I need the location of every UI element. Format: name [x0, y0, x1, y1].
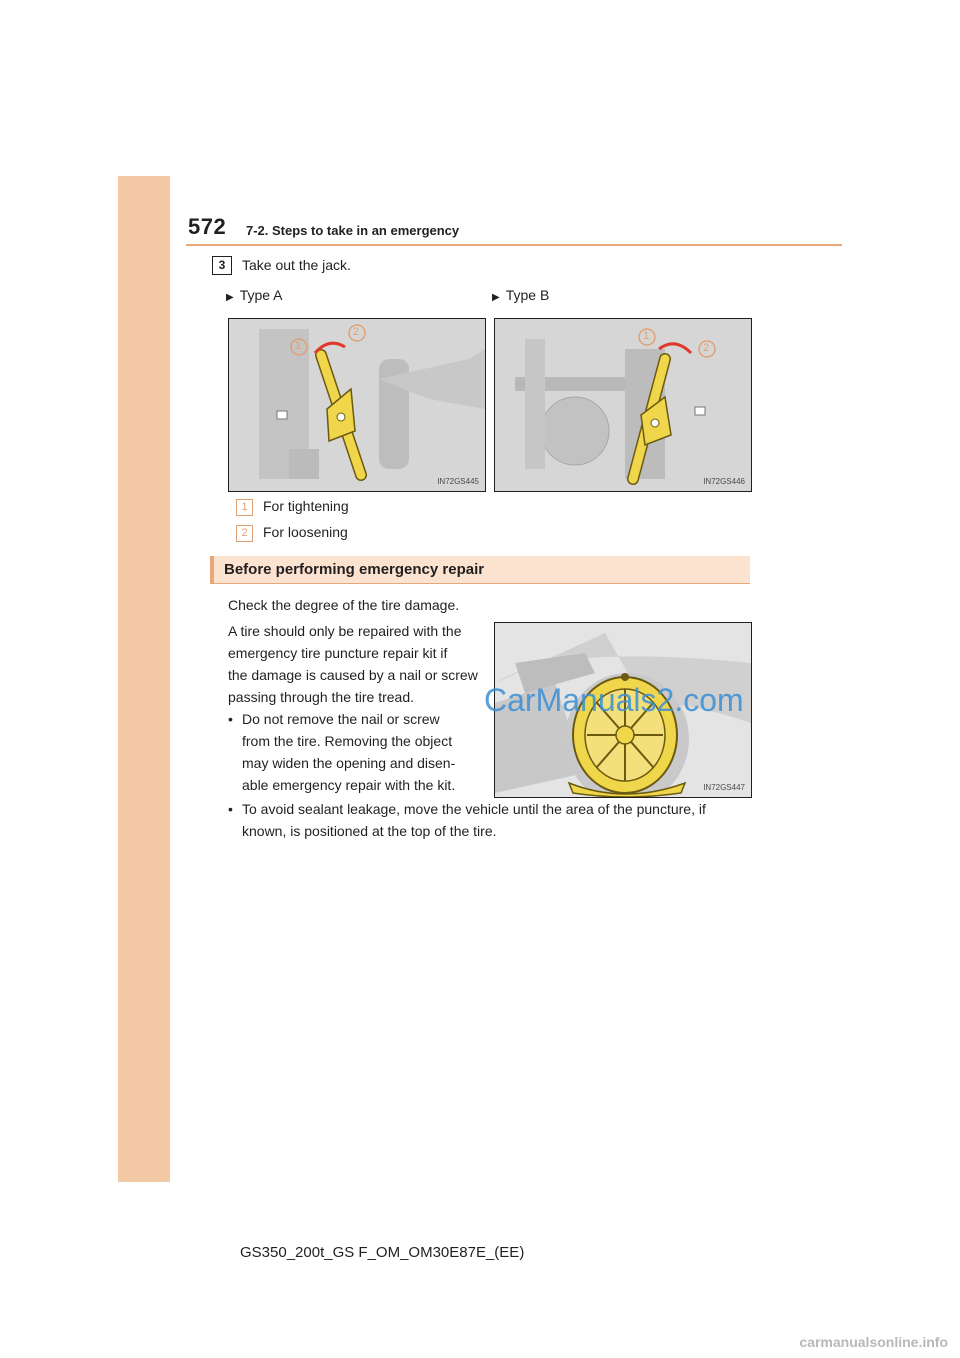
watermark-text: CarManuals2.com: [484, 682, 744, 718]
bullet-sealant-leakage: • To avoid sealant leakage, move the vehicle until the area of the puncture, if known, is positioned at the top of the tire.: [242, 798, 748, 842]
bullet-dot-icon: •: [228, 801, 233, 817]
figure-code: IN72GS445: [437, 477, 479, 486]
figure-code: IN72GS447: [703, 783, 745, 792]
callout-1: 1: [295, 340, 302, 352]
jack-type-a-illustration: [229, 319, 485, 491]
callout-2: 2: [353, 326, 360, 338]
triangle-bullet-icon: ▶: [492, 292, 500, 303]
jack-type-b-illustration: [495, 319, 751, 491]
site-watermark: carmanualsonline.info: [799, 1334, 948, 1350]
legend-item-loosening: 2 For loosening: [236, 524, 348, 542]
callout-2: 2: [703, 342, 710, 354]
bullet-dot-icon: •: [228, 711, 233, 727]
header-divider: [186, 244, 842, 246]
intro-text: Check the degree of the tire damage.: [228, 597, 460, 613]
figure-code: IN72GS446: [703, 477, 745, 486]
type-a-label: ▶ Type A: [226, 287, 283, 303]
step-instruction: Take out the jack.: [242, 257, 351, 273]
document-code-footer: GS350_200t_GS F_OM_OM30E87E_(EE): [240, 1244, 525, 1261]
chapter-title: 7-2. Steps to take in an emergency: [246, 223, 460, 238]
triangle-bullet-icon: ▶: [226, 292, 234, 303]
repair-condition-paragraph: A tire should only be repaired with the emergency tire puncture repair kit if the damage is caused by a nail or screw passing through the tire tread.: [228, 623, 478, 705]
figure-type-b: [494, 318, 752, 492]
bullet-do-not-remove: • Do not remove the nail or screw from the tire. Removing the object may widen the opening and disen- able emergency repair with the kit.: [242, 708, 480, 796]
callout-1: 1: [643, 330, 650, 342]
figure-type-a: [228, 318, 486, 492]
page-number: 572: [188, 214, 227, 239]
step-number-badge: 3: [212, 256, 232, 275]
type-b-label: ▶ Type B: [492, 287, 550, 303]
side-tab-band: [118, 176, 170, 1182]
section-heading: Before performing emergency repair: [210, 556, 750, 584]
legend-item-tightening: 1 For tightening: [236, 498, 349, 516]
